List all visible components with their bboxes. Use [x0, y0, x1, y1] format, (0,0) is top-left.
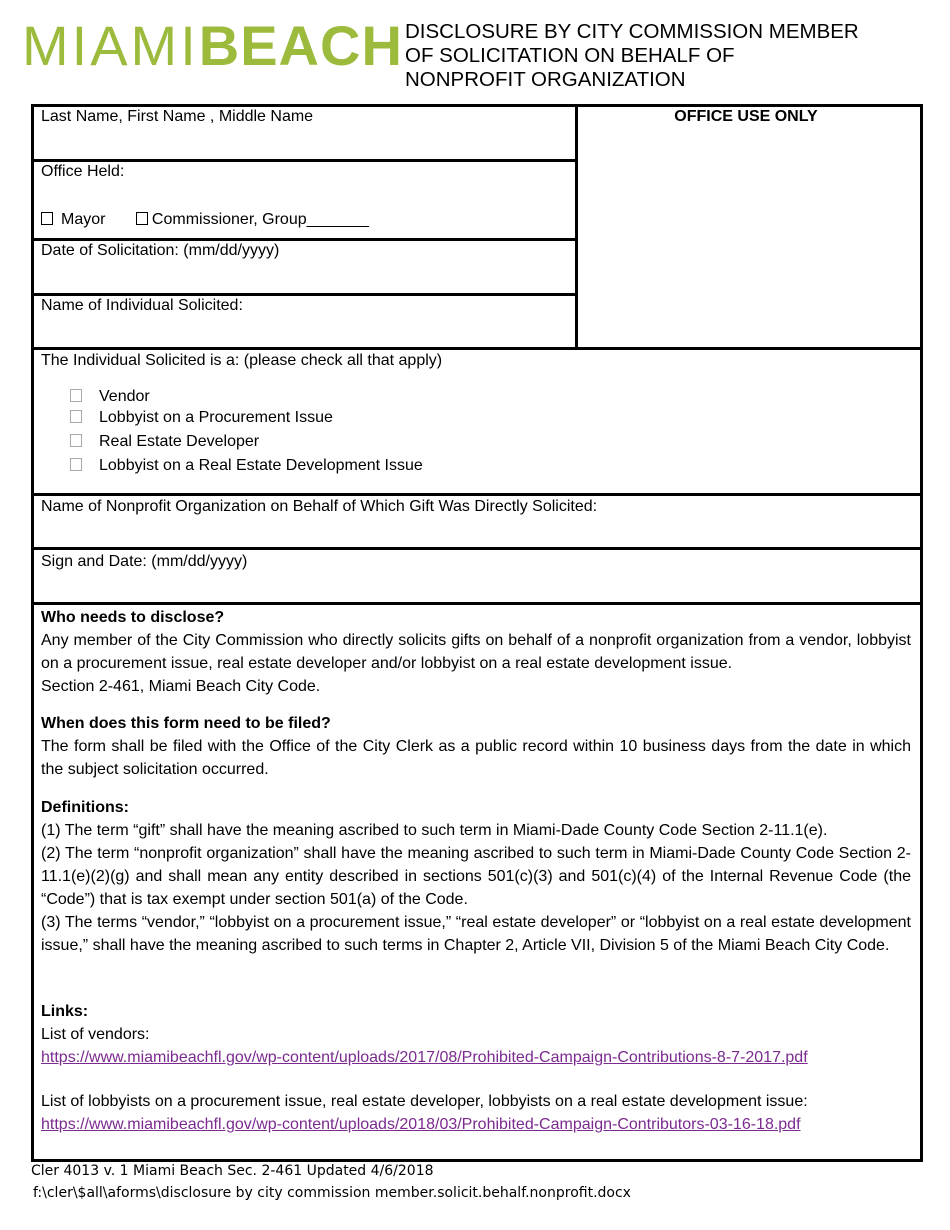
commissioner-option[interactable] — [136, 211, 369, 228]
vendors-link[interactable]: https://www.miamibeachfl.gov/wp-content/uploads/2017/08/Prohibited-Campaign-Contributions-8-7-2017.pdf — [41, 1049, 808, 1066]
individual-type-label: Real Estate Developer — [99, 433, 260, 450]
form-title-line: NONPROFIT ORGANIZATION — [405, 68, 686, 91]
logo-text-miami: MIAMI — [22, 14, 199, 77]
individual-type-checkbox[interactable] — [70, 434, 82, 447]
footer-revision: Cler 4013 v. 1 Miami Beach Sec. 2-461 Updated 4/6/2018 — [31, 1163, 434, 1179]
individual-type-label: Vendor — [99, 388, 150, 405]
definitions-section — [41, 796, 911, 957]
divider — [575, 104, 578, 350]
form-title — [405, 20, 925, 92]
individual-type-label: Lobbyist on a Real Estate Development Issue — [99, 457, 423, 474]
mayor-option[interactable] — [41, 211, 105, 228]
lobbyists-label: List of lobbyists on a procurement issue, real estate developer, lobbyists on a real estate development issue: — [41, 1093, 808, 1110]
sign-label: Sign and Date: (mm/dd/yyyy) — [41, 553, 248, 570]
links-heading: Links: — [41, 1003, 89, 1020]
individual-type-label: The Individual Solicited is a: (please check all that apply) — [41, 352, 443, 369]
individual-type-checkbox[interactable] — [70, 389, 82, 402]
who-section — [41, 606, 911, 698]
divider — [31, 602, 920, 605]
individual-type-option[interactable] — [70, 408, 333, 428]
sign-date-field[interactable] — [41, 552, 247, 572]
nonprofit-label: Name of Nonprofit Organization on Behalf of Which Gift Was Directly Solicited: — [41, 498, 598, 515]
divider — [31, 493, 920, 496]
individual-solicited-field[interactable] — [41, 296, 243, 316]
office-use-only-heading: OFFICE USE ONLY — [674, 108, 818, 125]
individual-type-option[interactable] — [70, 456, 423, 476]
who-text: Any member of the City Commission who directly solicits gifts on behalf of a nonprofit organization from a vendor, lobbyist on a procurement issue, real estate developer and/or lobbyist on a real estate development issue. — [41, 632, 911, 672]
lobbyists-link[interactable]: https://www.miamibeachfl.gov/wp-content/uploads/2018/03/Prohibited-Campaign-Contributors-03-16-18.pdf — [41, 1116, 801, 1133]
name-field[interactable] — [41, 107, 313, 127]
mayor-checkbox[interactable] — [41, 212, 53, 225]
nonprofit-name-field[interactable] — [41, 497, 597, 517]
when-heading: When does this form need to be filed? — [41, 715, 331, 732]
definition-item: (1) The term “gift” shall have the meaning ascribed to such term in Miami-Dade County Code Section 2-11.1(e). — [41, 822, 828, 839]
vendors-label: List of vendors: — [41, 1026, 150, 1043]
individual-type-checkbox[interactable] — [70, 458, 82, 471]
individual-type-option[interactable] — [70, 432, 259, 452]
definition-item: (3) The terms “vendor,” “lobbyist on a procurement issue,” “real estate developer” or “lobbyist on a real estate development issue,” shall have the meaning ascribed to such terms in Chapter 2, Article VII, Division 5 of the Miami Beach City Code. — [41, 914, 911, 954]
who-reference: Section 2-461, Miami Beach City Code. — [41, 678, 321, 695]
office-held-label: Office Held: — [41, 163, 125, 180]
office-held-options — [41, 210, 369, 230]
when-text: The form shall be filed with the Office of the City Clerk as a public record within 10 business days from the date in which the subject solicitation occurred. — [41, 738, 911, 778]
individual-label: Name of Individual Solicited: — [41, 297, 243, 314]
links-section — [41, 1000, 911, 1069]
individual-type-option[interactable] — [70, 387, 150, 407]
miami-beach-logo — [22, 14, 403, 77]
lobbyists-links — [41, 1090, 911, 1136]
form-title-line: DISCLOSURE BY CITY COMMISSION MEMBER — [405, 20, 859, 43]
date-label: Date of Solicitation: (mm/dd/yyyy) — [41, 242, 280, 259]
commissioner-label: Commissioner, Group_______ — [151, 211, 369, 228]
logo-text-beach: BEACH — [198, 14, 403, 77]
individual-type-label: Lobbyist on a Procurement Issue — [99, 409, 333, 426]
definitions-heading: Definitions: — [41, 799, 129, 816]
divider — [31, 347, 920, 350]
definition-item: (2) The term “nonprofit organization” shall have the meaning ascribed to such term in Miami-Dade County Code Section 2-11.1(e)(2)(g) and shall mean any entity described in sections 501(c)(3) and 501(c)(4) of the Internal Revenue Code (the “Code”) that is tax exempt under section 501(a) of the Code. — [41, 845, 911, 908]
footer-file-path: f:\cler\$all\aforms\disclosure by city commission member.solicit.behalf.nonprofit.docx — [33, 1185, 631, 1201]
when-section — [41, 712, 911, 781]
form-title-line: OF SOLICITATION ON BEHALF OF — [405, 44, 735, 67]
who-heading: Who needs to disclose? — [41, 609, 225, 626]
divider — [31, 547, 920, 550]
mayor-label: Mayor — [61, 211, 106, 228]
individual-type-checkbox[interactable] — [70, 410, 82, 423]
date-of-solicitation-field[interactable] — [41, 241, 279, 261]
commissioner-checkbox[interactable] — [136, 212, 148, 225]
name-label: Last Name, First Name , Middle Name — [41, 108, 314, 125]
